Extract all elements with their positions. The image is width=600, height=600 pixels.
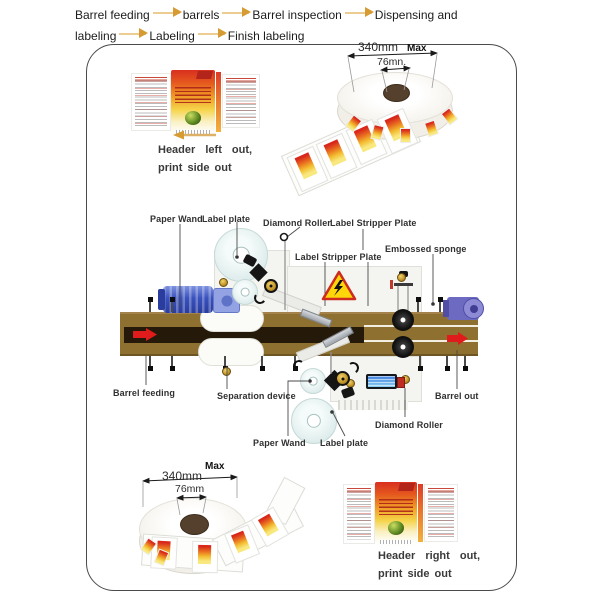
roll-width-dim: 340mm [162,469,203,483]
roll-width-dim: 340mm [358,40,399,54]
annotation-barrel-feeding: Barrel feeding [113,388,175,398]
process-flow [75,5,469,47]
warning-triangle-icon [323,272,355,299]
note-line: print side out [378,568,452,581]
annotation-paper-wand-top: Paper Wand [150,214,203,224]
annotation-label-stripper-plate-mid: Label Stripper Plate [295,252,382,262]
roll-core-dim: 76mm [175,483,205,495]
top-label-note [158,141,252,177]
flow-arrow-icon [198,33,225,36]
roll-core-dim: 76mn. [377,56,407,68]
flow-step: Barrel inspection [252,8,342,22]
note-line: Header left out, [158,144,253,156]
flow-step: Finish labeling [227,29,305,43]
annotation-label-stripper-plate-top: Label Stripper Plate [330,218,417,228]
flow-arrow-icon [153,12,180,15]
control-display-screen [368,376,395,387]
flow-arrow-icon [345,12,372,15]
bottom-label-note [378,547,480,583]
flow-step: Barrel feeding [75,8,150,22]
annotation-separation-device: Separation device [217,391,296,401]
belt-direction-arrow-icon [447,332,468,345]
flow-step: barrels [182,8,220,22]
annotation-label-plate-top: Label plate [202,214,251,224]
flow-arrow-icon [222,12,249,15]
flow-arrow-icon [119,33,146,36]
roll-max-dim: Max [407,43,427,54]
note-line: print side out [158,162,232,175]
flow-step: Labeling [149,29,195,43]
annotation-diamond-roller-top: Diamond Roller [263,218,331,228]
flow-step: Dispensing and labeling [75,8,458,43]
annotation-diamond-roller-bottom: Diamond Roller [375,420,443,430]
annotation-paper-wand-bottom: Paper Wand [253,438,306,448]
note-line: Header right out, [378,550,481,562]
roll-max-dim: Max [205,461,225,472]
annotation-embossed-sponge: Embossed sponge [385,244,467,254]
feed-direction-arrow-icon [173,131,216,140]
annotation-barrel-out: Barrel out [435,391,479,401]
belt-direction-arrow-icon [133,328,157,341]
pivot-ring-icon [281,234,288,241]
annotation-label-plate-bottom: Label plate [320,438,369,448]
